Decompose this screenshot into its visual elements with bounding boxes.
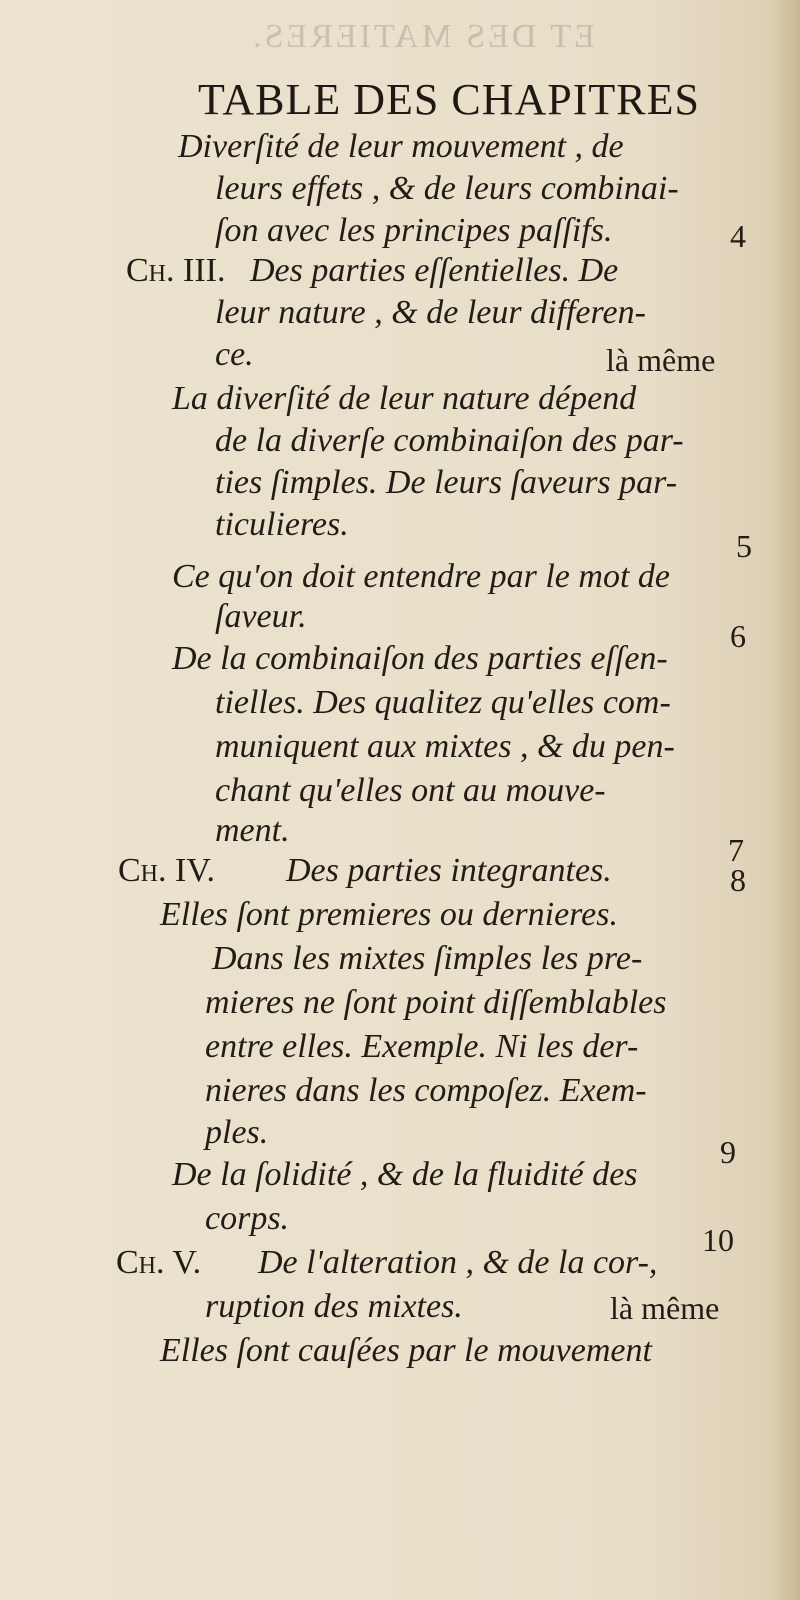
toc-line: ſon avec les principes paſſifs.	[215, 212, 613, 249]
toc-line: chant qu'elles ont au mouve-	[215, 772, 606, 809]
toc-line: De l'alteration , & de la cor-,	[258, 1244, 658, 1281]
page-ref: 8	[730, 862, 746, 898]
toc-line: de la diverſe combinaiſon des par-	[215, 422, 684, 459]
page-ref: 7	[728, 832, 744, 868]
toc-line: Ce qu'on doit entendre par le mot de	[172, 558, 670, 595]
toc-line: ce.	[215, 336, 254, 373]
toc-line: nieres dans les compoſez. Exem-	[205, 1072, 647, 1109]
toc-line: mieres ne ſont point diſſemblables	[205, 984, 667, 1021]
page-ref: 5	[736, 528, 752, 564]
toc-line: Elles ſont cauſées par le mouvement	[160, 1332, 652, 1369]
page-ref: 6	[730, 618, 746, 654]
chapter-number: Ch. IV.	[118, 852, 216, 889]
toc-line: Des parties integrantes.	[286, 852, 612, 889]
toc-line: Diverſité de leur mouvement , de	[178, 128, 624, 165]
toc-line: De la combinaiſon des parties eſſen-	[172, 640, 668, 677]
page-ref: 4	[730, 218, 746, 254]
toc-line: Dans les mixtes ſimples les pre-	[212, 940, 643, 977]
page-ref: 9	[720, 1134, 736, 1170]
toc-line: ment.	[215, 812, 290, 849]
chapter-number: Ch. V.	[116, 1244, 202, 1281]
toc-line: ticulieres.	[215, 506, 349, 543]
toc-line: ples.	[205, 1114, 269, 1151]
toc-line: muniquent aux mixtes , & du pen-	[215, 728, 675, 765]
toc-line: entre elles. Exemple. Ni les der-	[205, 1028, 639, 1065]
chapter-number: Ch. III.	[126, 252, 226, 289]
toc-line: ruption des mixtes.	[205, 1288, 463, 1325]
toc-line: corps.	[205, 1200, 290, 1237]
toc-line: De la ſolidité , & de la fluidité des	[172, 1156, 638, 1193]
toc-line: tielles. Des qualitez qu'elles com-	[215, 684, 671, 721]
page-ref: là même	[606, 342, 716, 378]
toc-line: La diverſité de leur nature dépend	[172, 380, 637, 417]
toc-line: Des parties eſſentielles. De	[250, 252, 619, 289]
toc-line: ſaveur.	[215, 598, 307, 635]
toc-line: Elles ſont premieres ou dernieres.	[160, 896, 618, 933]
page-ref: 10	[702, 1222, 734, 1258]
toc-line: leur nature , & de leur differen-	[215, 294, 646, 331]
toc-line: ties ſimples. De leurs ſaveurs par-	[215, 464, 678, 501]
running-header: TABLE DES CHAPITRES	[198, 75, 700, 124]
bleed-through-text: ET DES MATIERES.	[250, 18, 595, 55]
toc-line: leurs effets , & de leurs combinai-	[215, 170, 679, 207]
page-ref: là même	[610, 1290, 720, 1326]
